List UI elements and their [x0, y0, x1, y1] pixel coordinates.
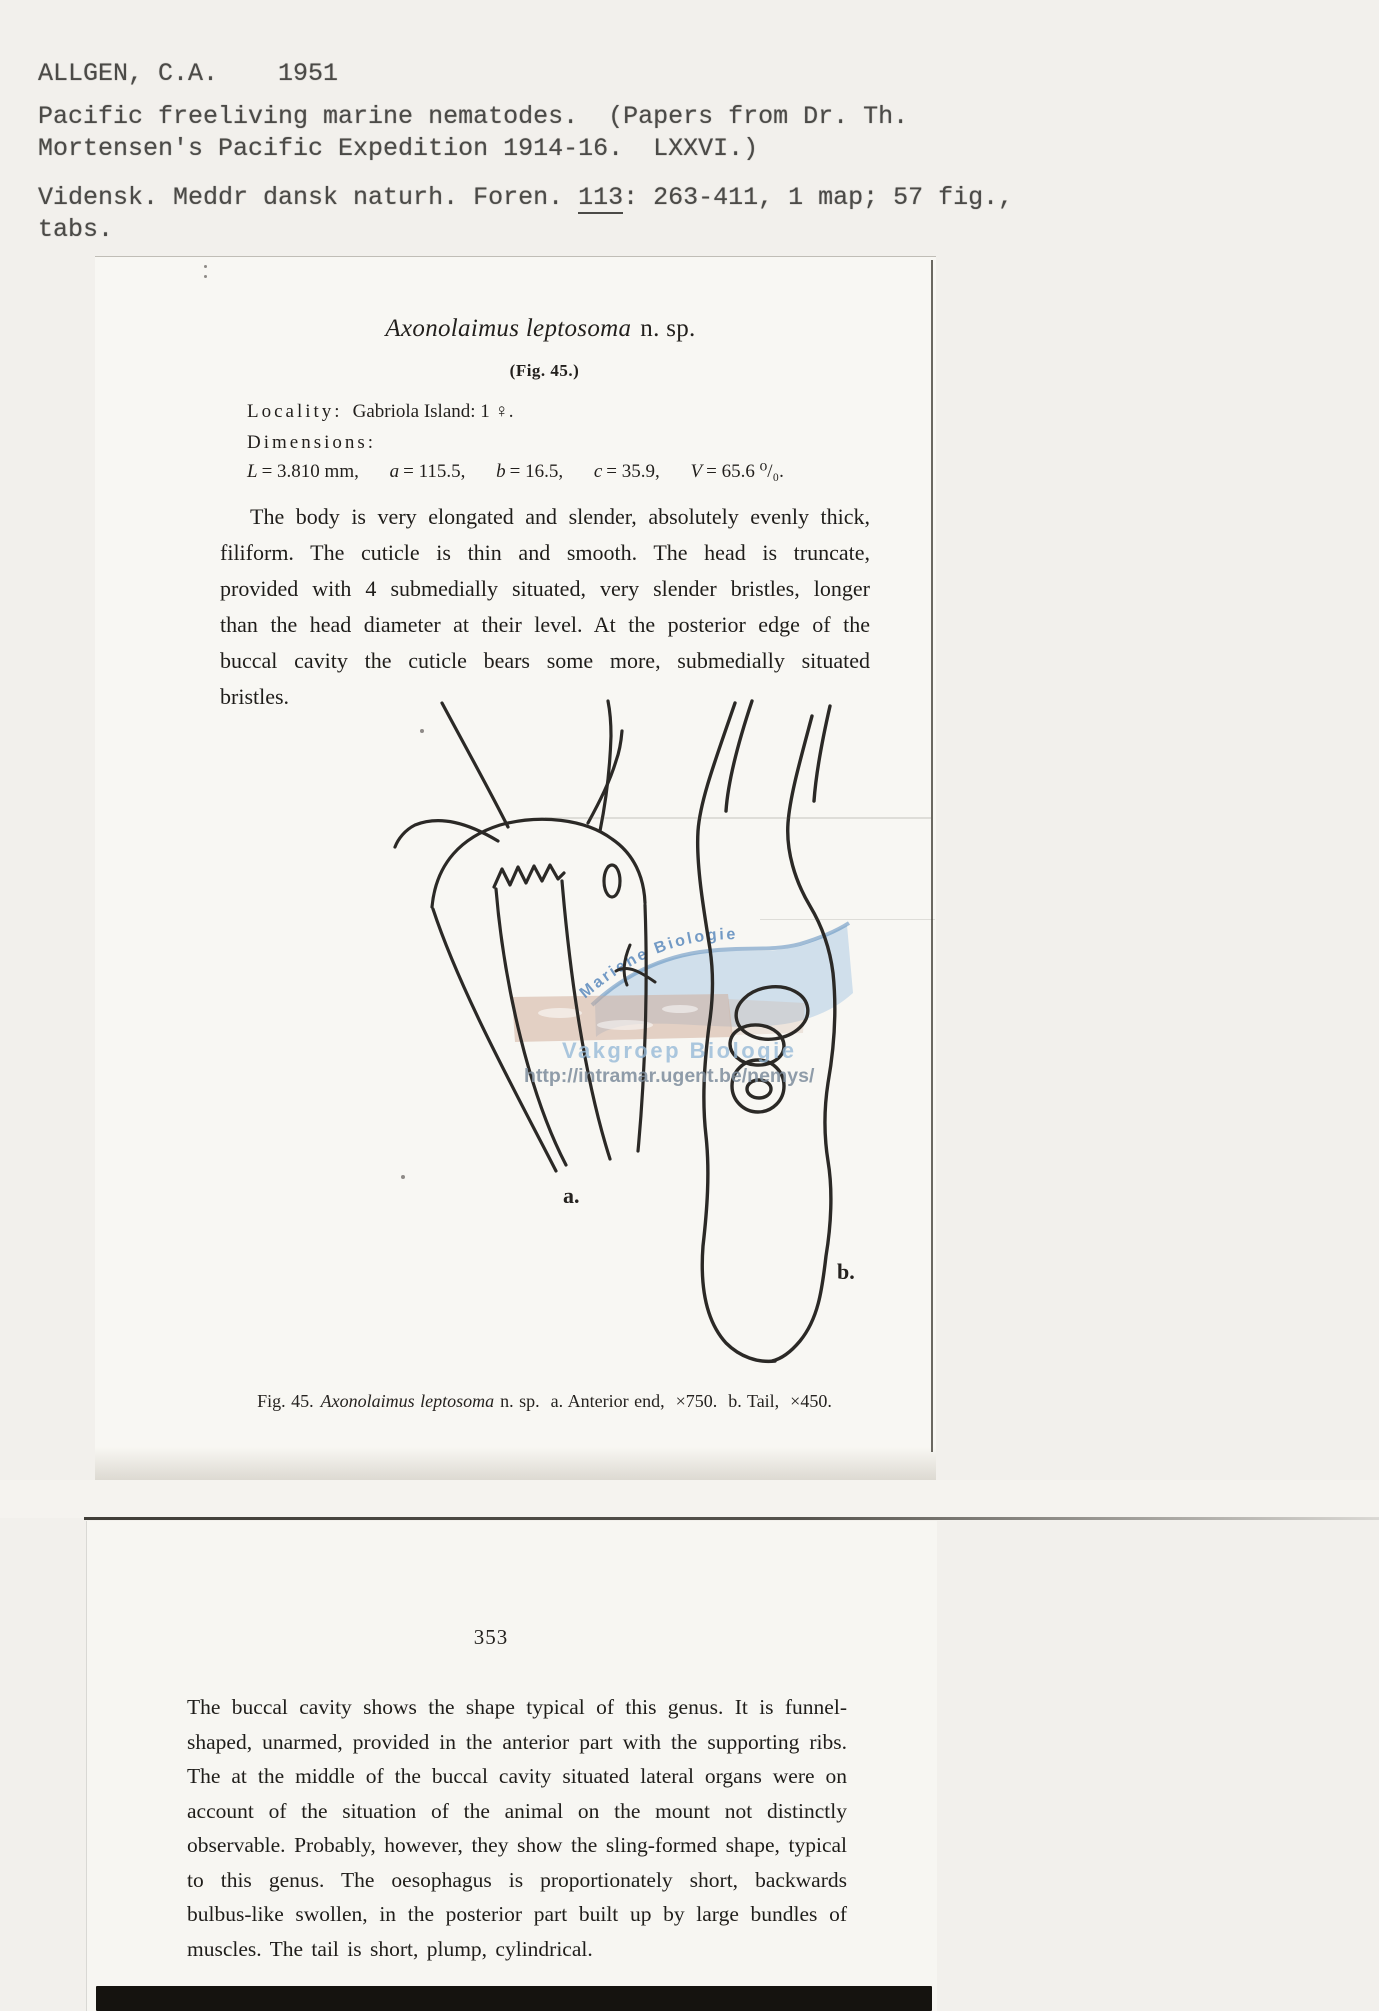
bibliography-author-year: ALLGEN, C.A. 1951 — [38, 59, 339, 88]
bibliography-journal-line — [38, 184, 1013, 211]
journal-volume: 113 — [578, 183, 624, 212]
dimension-b: b = 16.5, — [496, 461, 564, 482]
buccal-cavity-paragraph: The buccal cavity shows the shape typical of this genus. It is funnel-shaped, unarmed, provided in the anterior part with the supporting ribs. The at the middle of the buccal cavity situated lateral organs were on account of the situation of the animal on the mount not distinctly observable. Probably, however, they show the sling-formed shape, typical to this genus. The oesophagus is proportionately short, backwards bulbus-like swollen, in the posterior part built up by large bundles of muscles. The tail is short, plump, cylindrical. — [187, 1695, 847, 1961]
figure-45 — [380, 691, 880, 1371]
caption-species-italic: Axonolaimus leptosoma — [320, 1391, 495, 1411]
buccal-cavity-crown — [494, 865, 564, 887]
head-bristle-right-vertical — [600, 701, 611, 831]
page-edge-shadow — [95, 1447, 936, 1481]
caption-fig-number: Fig. 45. — [257, 1391, 314, 1411]
head-bristle-left-lateral — [395, 821, 498, 847]
dimensions-label-line — [247, 432, 386, 454]
scan-black-bar — [96, 1986, 932, 2011]
lateral-organ — [604, 865, 620, 897]
journal-name: Vidensk. Meddr dansk naturh. Foren. — [38, 183, 579, 212]
figure-caption — [124, 1391, 965, 1412]
page-gap — [0, 1480, 1379, 1518]
bibliography-title-line2: Mortensen's Pacific Expedition 1914-16. LXXVI.) — [38, 134, 759, 163]
watermark-arc-text: Mariene Biologie — [576, 926, 738, 1002]
watermark-band — [512, 994, 733, 1042]
species-description-paragraph: The body is very elongated and slender, absolutely evenly thick, filiform. The cuticle is thin and smooth. The head is truncate, provided with 4 submedially situated, very slender bristles, longer than the head diameter at their level. At the posterior edge of the buccal cavity the cuticle bears some more, submedially situated bristles. — [220, 504, 870, 709]
journal-pages: : 263-411, 1 map; 57 fig., — [623, 183, 1014, 212]
species-title-suffix: n. sp. — [640, 315, 696, 342]
bibliography-title-line1: Pacific freeliving marine nematodes. (Papers from Dr. Th. — [38, 102, 909, 131]
figure-reference: (Fig. 45.) — [509, 361, 580, 380]
dimension-c: c = 35.9, — [593, 461, 660, 482]
dimension-V: V = 65.6 ⁰/₀. — [690, 461, 784, 482]
journal-page-scan-1 — [95, 256, 936, 1481]
page-number: 353 — [473, 1625, 509, 1649]
dimensions-values-line — [247, 460, 810, 483]
dimension-a: a = 115.5, — [389, 461, 466, 482]
nematode-drawing — [380, 691, 880, 1371]
scan-artifact-line — [760, 919, 935, 920]
figure-label-a: a. — [563, 1183, 580, 1208]
dimension-L: L = 3.810 mm, — [247, 461, 359, 482]
page2-top-edge — [84, 1517, 1379, 1520]
locality-line — [247, 401, 514, 423]
page1-right-edge — [931, 260, 933, 1452]
caption-details: n. sp. a. Anterior end, ×750. b. Tail, ×450. — [500, 1391, 832, 1411]
species-title — [120, 315, 961, 343]
head-bristle-left-long — [442, 703, 508, 827]
dimensions-label: Dimensions: — [247, 432, 377, 453]
journal-page-scan-2 — [86, 1521, 937, 2011]
locality-label: Locality: — [247, 401, 343, 422]
anterior-end-drawing — [395, 701, 646, 1171]
tail-inner-line-right — [814, 706, 830, 801]
head-capsule-dome — [432, 819, 645, 907]
locality-value: Gabriola Island: 1 ♀. — [352, 401, 514, 422]
species-name-italic: Axonolaimus leptosoma — [385, 315, 632, 342]
bibliography-tabs-line: tabs. — [38, 215, 114, 244]
scan-artifact-line — [545, 817, 931, 819]
watermark-url: http://intramar.ugent.be/nemys/ — [524, 1065, 815, 1087]
figure-label-b: b. — [837, 1259, 855, 1284]
watermark-department-text: Vakgroep Biologie — [562, 1038, 797, 1063]
